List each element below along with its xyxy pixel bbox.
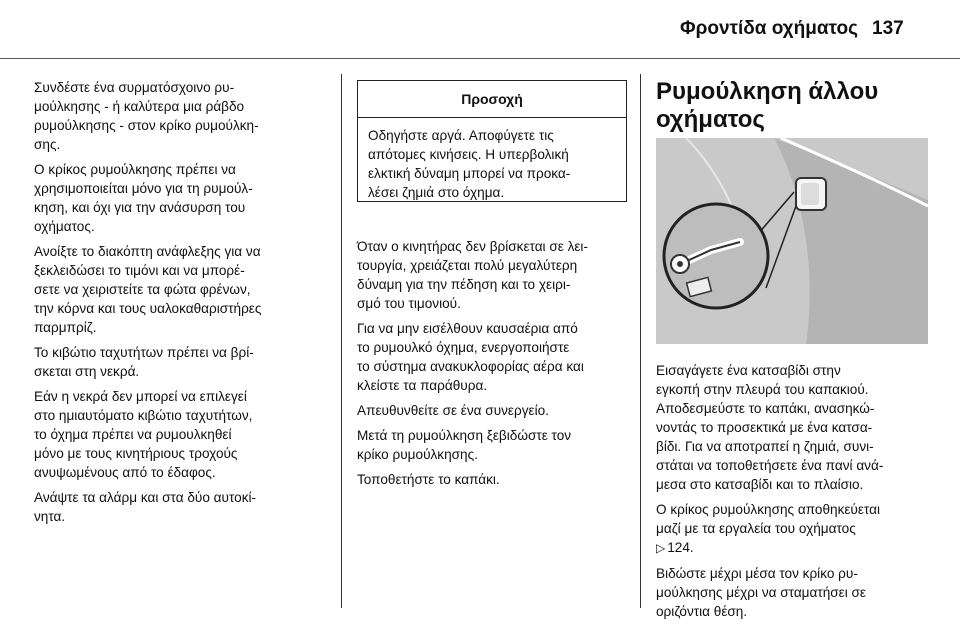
page-number: 137 [872, 18, 904, 39]
towing-eye-illustration [656, 138, 928, 344]
paragraph: Εάν η νεκρά δεν μπορεί να επιλεγεί στο ημιαυτόματο κιβώτιο ταχυτήτων, το όχημα πρέπει να ρυμουλκηθεί μόνο με τους κινητήριους τροχούς ανυψωμένους από το έδαφος. [34, 389, 253, 480]
paragraph: Μετά τη ρυμούλκηση ξεβιδώστε τον κρίκο ρυμούλκησης. [357, 428, 572, 462]
page-reference[interactable]: 124. [667, 540, 694, 555]
paragraph: Για να μην εισέλθουν καυσαέρια από το ρυμουλκό όχημα, ενεργοποιήστε το σύστημα ανακυκλοφορίας αέρα και κλείστε τα παράθυρα. [357, 321, 584, 393]
middle-column [357, 237, 625, 495]
paragraph: Ανοίξτε το διακόπτη ανάφλεξης για να ξεκλειδώσει το τιμόνι και να μπορέ- σετε να χειριστείτε τα φώτα φρένων, την κόρνα και τους υαλοκαθαριστήρες παρμπρίζ. [34, 244, 262, 335]
towing-cover-diagram [656, 138, 928, 344]
section-title: Ρυμούλκηση άλλου οχήματος [656, 78, 879, 133]
caution-text: Οδηγήστε αργά. Αποφύγετε τις απότομες κινήσεις. Η υπερβολική ελκτική δύναμη μπορεί να προκα- λέσει ζημιά στο όχημα. [368, 128, 571, 200]
header-title: Φροντίδα οχήματος [680, 18, 858, 39]
paragraph: Βιδώστε μέχρι μέσα τον κρίκο ρυ- μούλκησης μέχρι να σταματήσει σε οριζόντια θέση. [656, 566, 866, 619]
caution-box [357, 80, 627, 202]
paragraph: Εισαγάγετε ένα κατσαβίδι στην εγκοπή στην πλευρά του καπακιού. Αποδεσμεύστε το καπάκι, ανασηκώ- νοντάς το προσεκτικά με ένα κατσα- βίδι. Για να αποτραπεί η ζημιά, συνι- στάται να τοποθετήσετε ένα πανί ανά- μεσα στο κατσαβίδι και το πλαίσιο. [656, 363, 884, 492]
paragraph-text: Ο κρίκος ρυμούλκησης αποθηκεύεται μαζί με τα εργαλεία του οχήματος [656, 502, 880, 536]
right-column [656, 361, 930, 627]
left-column [34, 78, 330, 532]
paragraph: Ανάψτε τα αλάρμ και στα δύο αυτοκί- νητα. [34, 490, 257, 524]
paragraph: Το κιβώτιο ταχυτήτων πρέπει να βρί- σκεται στη νεκρά. [34, 345, 254, 379]
paragraph: Ο κρίκος ρυμούλκησης πρέπει να χρησιμοποιείται μόνο για τη ρυμούλ- κηση, και όχι για την ανάσυρση του οχήματος. [34, 162, 253, 234]
paragraph: Όταν ο κινητήρας δεν βρίσκεται σε λει- τουργία, χρειάζεται πολύ μεγαλύτερη δύναμη για την πέδηση και το χειρι- σμό του τιμονιού. [357, 239, 588, 311]
paragraph: Τοποθετήστε το καπάκι. [357, 472, 500, 487]
paragraph: Απευθυνθείτε σε ένα συνεργείο. [357, 403, 549, 418]
paragraph [656, 500, 930, 558]
header-divider [0, 58, 960, 59]
paragraph: Συνδέστε ένα συρματόσχοινο ρυ- μούλκησης - ή καλύτερα μια ράβδο ρυμούλκησης - στον κρίκο ρυμούλκη- σης. [34, 80, 259, 152]
caution-title: Προσοχή [358, 81, 626, 118]
column-divider-right [640, 74, 641, 608]
page-reference-arrow-icon: ▷ [656, 541, 666, 555]
column-divider-left [341, 74, 342, 608]
